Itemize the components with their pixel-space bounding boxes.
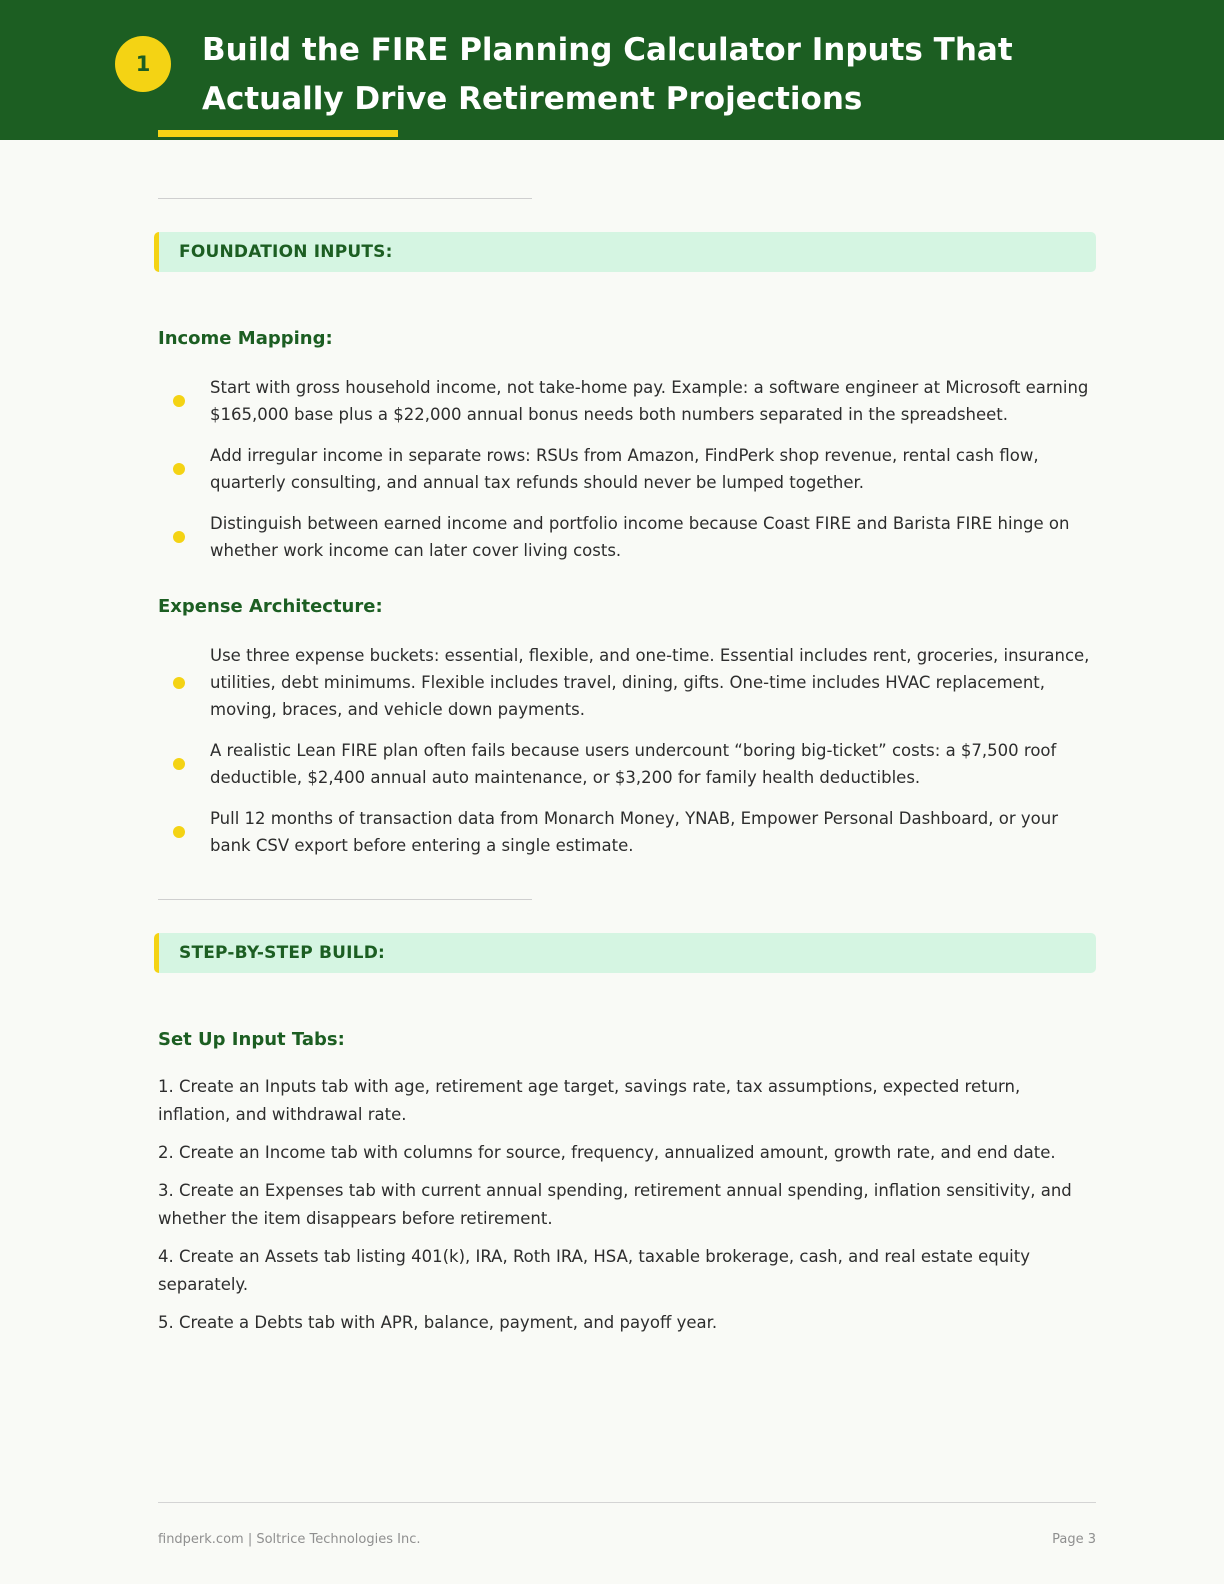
section-divider: [158, 899, 532, 900]
step-item: 2. Create an Income tab with columns for source, frequency, annualized amount, growth rate, and end date.: [158, 1143, 1056, 1162]
list-item-text: Use three expense buckets: essential, flexible, and one-time. Essential includes rent, groceries, insurance, utilities, debt minimums. Flexible includes travel, dining, gifts. One-time includes HVAC replacement, moving, braces, and vehicle down payments.: [210, 646, 1090, 719]
footer-divider: [158, 1502, 1096, 1503]
footer-page-number: Page 3: [1052, 1532, 1096, 1547]
list-item-text: A realistic Lean FIRE plan often fails because users undercount “boring big-ticket” costs: a $7,500 roof deductible, $2,400 annual auto maintenance, or $3,200 for family health deductibles.: [210, 741, 1057, 787]
subheading-income-mapping: Income Mapping:: [158, 328, 333, 349]
list-item: [158, 737, 1096, 791]
input-tabs-steps: [158, 1073, 1096, 1337]
list-item: [158, 442, 1096, 496]
bullet-dot-icon: [173, 758, 185, 770]
list-item: [158, 805, 1096, 859]
section-banner-foundation-inputs: [154, 232, 1096, 272]
page-header: [0, 0, 1224, 140]
bullet-dot-icon: [173, 463, 185, 475]
bullet-dot-icon: [173, 826, 185, 838]
footer-company: findperk.com | Soltrice Technologies Inc.: [158, 1532, 421, 1547]
section-banner-label: FOUNDATION INPUTS:: [179, 242, 393, 262]
bullet-dot-icon: [173, 395, 185, 407]
subheading-set-up-input-tabs: Set Up Input Tabs:: [158, 1029, 345, 1050]
title-underline-accent: [158, 130, 398, 137]
list-item: [158, 642, 1096, 723]
section-divider: [158, 198, 532, 199]
list-item-text: Start with gross household income, not take-home pay. Example: a software engineer at Microsoft earning $165,000 base plus a $22,000 annual bonus needs both numbers separated in the spreadsheet.: [210, 378, 1089, 424]
subheading-expense-architecture: Expense Architecture:: [158, 596, 383, 617]
step-item: 1. Create an Inputs tab with age, retirement age target, savings rate, tax assumptions, expected return, inflation, and withdrawal rate.: [158, 1077, 1021, 1124]
section-number-badge: 1: [115, 36, 171, 92]
bullet-dot-icon: [173, 677, 185, 689]
step-item: 3. Create an Expenses tab with current annual spending, retirement annual spending, inflation sensitivity, and whether the item disappears before retirement.: [158, 1181, 1072, 1228]
expense-architecture-list: [158, 642, 1096, 859]
list-item-text: Distinguish between earned income and portfolio income because Coast FIRE and Barista FIRE hinge on whether work income can later cover living costs.: [210, 514, 1070, 560]
list-item-text: Pull 12 months of transaction data from Monarch Money, YNAB, Empower Personal Dashboard, or your bank CSV export before entering a single estimate.: [210, 809, 1058, 855]
step-item: 4. Create an Assets tab listing 401(k), IRA, Roth IRA, HSA, taxable brokerage, cash, and real estate equity separately.: [158, 1247, 1031, 1294]
income-mapping-list: [158, 374, 1096, 564]
page-title: Build the FIRE Planning Calculator Inputs That Actually Drive Retirement Projections: [202, 32, 1013, 117]
page-content: [158, 140, 1096, 1347]
section-banner-step-by-step-build: [154, 933, 1096, 973]
bullet-dot-icon: [173, 531, 185, 543]
section-banner-label: STEP-BY-STEP BUILD:: [179, 943, 386, 963]
step-item: 5. Create a Debts tab with APR, balance, payment, and payoff year.: [158, 1313, 718, 1332]
list-item: [158, 510, 1096, 564]
list-item: [158, 374, 1096, 428]
list-item-text: Add irregular income in separate rows: RSUs from Amazon, FindPerk shop revenue, rental cash flow, quarterly consulting, and annual tax refunds should never be lumped together.: [210, 446, 1039, 492]
